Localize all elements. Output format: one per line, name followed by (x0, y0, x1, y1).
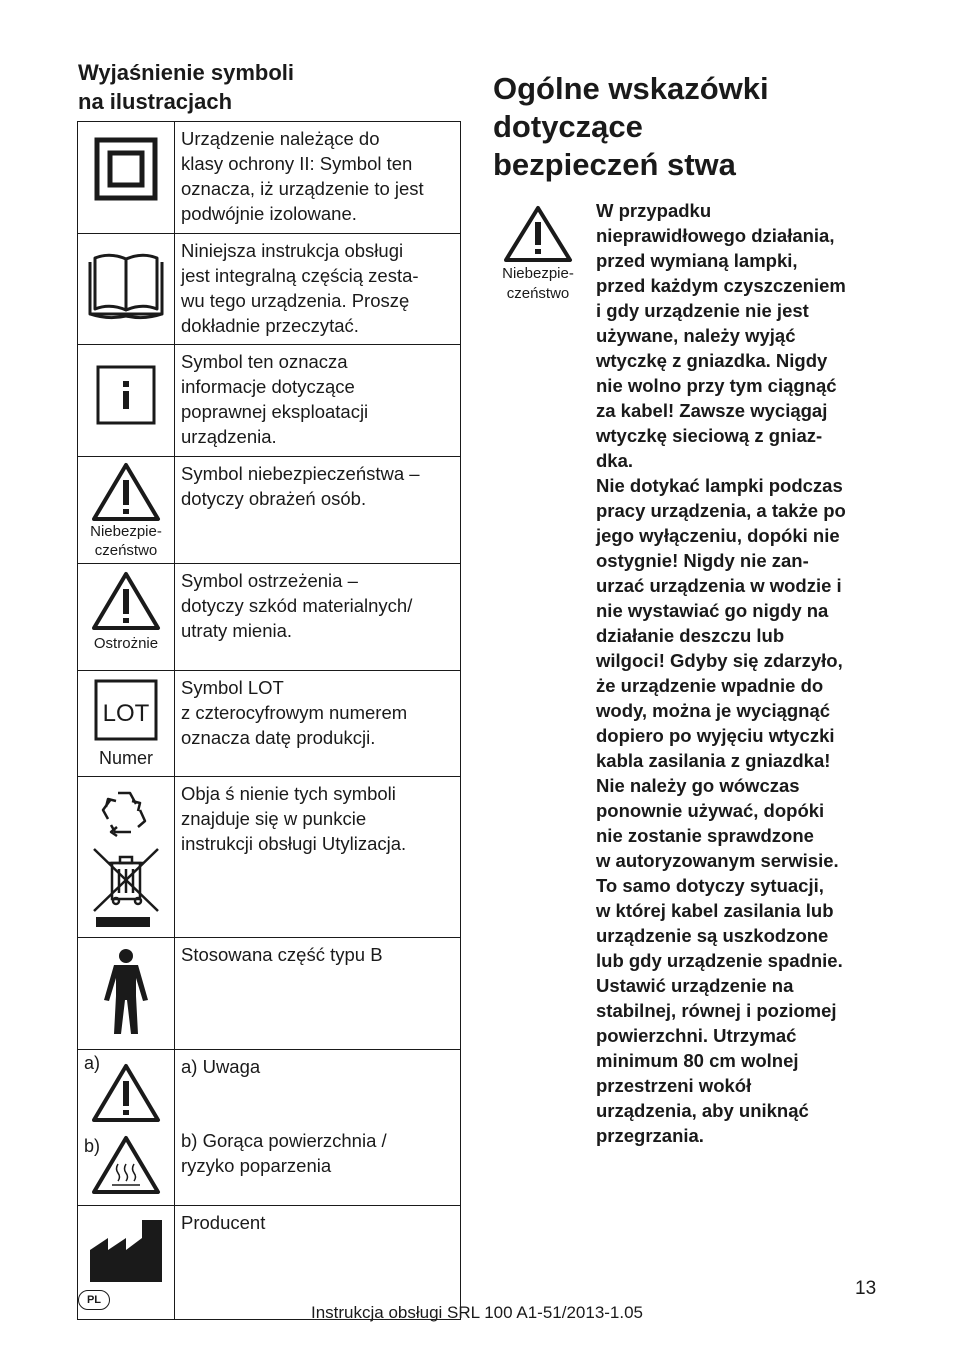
table-row (78, 457, 461, 564)
symbol-description: Producent (175, 1206, 461, 1320)
symbol-caption: Ostrożnie (93, 635, 159, 652)
safety-heading: Ogólne wskazówki dotyczące bezpieczeń stwa (493, 71, 769, 182)
warning-triangle-icon (78, 564, 174, 634)
symbol-description: Symbol LOT z czterocyfrowym numerem oznacza datę produkcji. (175, 671, 461, 777)
language-badge: PL (78, 1290, 110, 1310)
symbol-description: Obja ś nienie tych symboli znajduje się w punkcie instrukcji obsługi Utylizacja. (175, 777, 461, 938)
table-row (78, 564, 461, 671)
symbol-description: Symbol niebezpieczeństwa – dotyczy obrażeń osób. (175, 457, 461, 564)
hot-surface-icon (78, 1130, 174, 1202)
table-row (78, 345, 461, 457)
symbols-heading: Wyjaśnienie symboli na ilustracjach (78, 60, 295, 114)
table-row (78, 1050, 461, 1206)
symbol-description: Urządzenie należące do klasy ochrony II: Symbol ten oznacza, iż urządzenie to jest podwójnie izolowane. (175, 122, 461, 234)
lot-icon (78, 671, 174, 745)
label-b: b) (84, 1136, 101, 1156)
human-figure-icon (78, 938, 174, 1044)
warning-caption: Niebezpie- czeństwo (502, 265, 574, 302)
warning-triangle-icon (502, 204, 574, 264)
table-row (78, 671, 461, 777)
symbol-caption: Niebezpie- czeństwo (90, 523, 162, 559)
table-row (78, 777, 461, 938)
symbol-description-b: b) Gorąca powierzchnia / ryzyko poparzenia (181, 1130, 387, 1176)
lot-icon-label: LOT (102, 700, 150, 727)
symbol-description-a: a) Uwaga (181, 1056, 261, 1077)
table-row (78, 938, 461, 1050)
symbol-description: Stosowana część typu B (175, 938, 461, 1050)
symbol-description: Symbol ten oznacza informacje dotyczące poprawnej eksploatacji urządzenia. (175, 345, 461, 457)
warning-triangle-icon (78, 457, 174, 527)
recycle-and-crossed-bin-icon (78, 777, 174, 932)
symbol-description: Symbol ostrzeżenia – dotyczy szkód materialnych/ utraty mienia. (175, 564, 461, 671)
footer-doc-id: Instrukcja obsługi SRL 100 A1-51/2013-1.05 (310, 1303, 644, 1322)
table-row (78, 234, 461, 345)
open-book-icon (78, 234, 174, 339)
symbols-table (77, 121, 461, 1320)
symbol-caption: Numer (98, 748, 153, 768)
double-square-icon (78, 122, 174, 228)
info-icon (78, 345, 174, 451)
safety-warning-text: W przypadku nieprawidłowego działania, przed wymianą lampki, przed każdym czyszczeniem i gdy urządzenie nie jest używane, należy wyjąć wtyczkę z gniazdka. Nigdy nie wolno przy tym ciągnąć za kabel! Zawsze wyciągaj wtyczkę sieciową z gniaz- dka. Nie dotykać lampki podczas pracy urządzenia, a także po jego wyłączeniu, dopóki nie ostygnie! Nigdy nie zan- urzać urządzenia w wodzie i nie wystawiać go nigdy na działanie deszczu lub wilgoci! Gdyby się zdarzyło, że urządzenie wpadnie do wody, można je wyciągnąć dopiero po wyjęciu wtyczki kabla zasilania z gniazdka! Nie należy go wówczas ponownie używać, dopóki nie zostanie sprawdzone w autoryzowanym serwisie. To samo dotyczy sytuacji, w której kabel zasilania lub urządzenie są uszkodzone lub gdy urządzenie spadnie. Ustawić urządzenie na stabilnej, równej i poziomej powierzchni. Utrzymać minimum 80 cm wolnej przestrzeni wokół urządzenia, aby uniknąć przegrzania. (596, 200, 846, 1146)
label-a: a) (84, 1053, 101, 1073)
warning-triangle-icon (78, 1058, 174, 1130)
table-row (78, 122, 461, 234)
page-number: 13 (855, 1278, 877, 1299)
symbol-description: Niniejsza instrukcja obsługi jest integralną częścią zesta- wu tego urządzenia. Proszę dokładnie przeczytać. (175, 234, 461, 345)
